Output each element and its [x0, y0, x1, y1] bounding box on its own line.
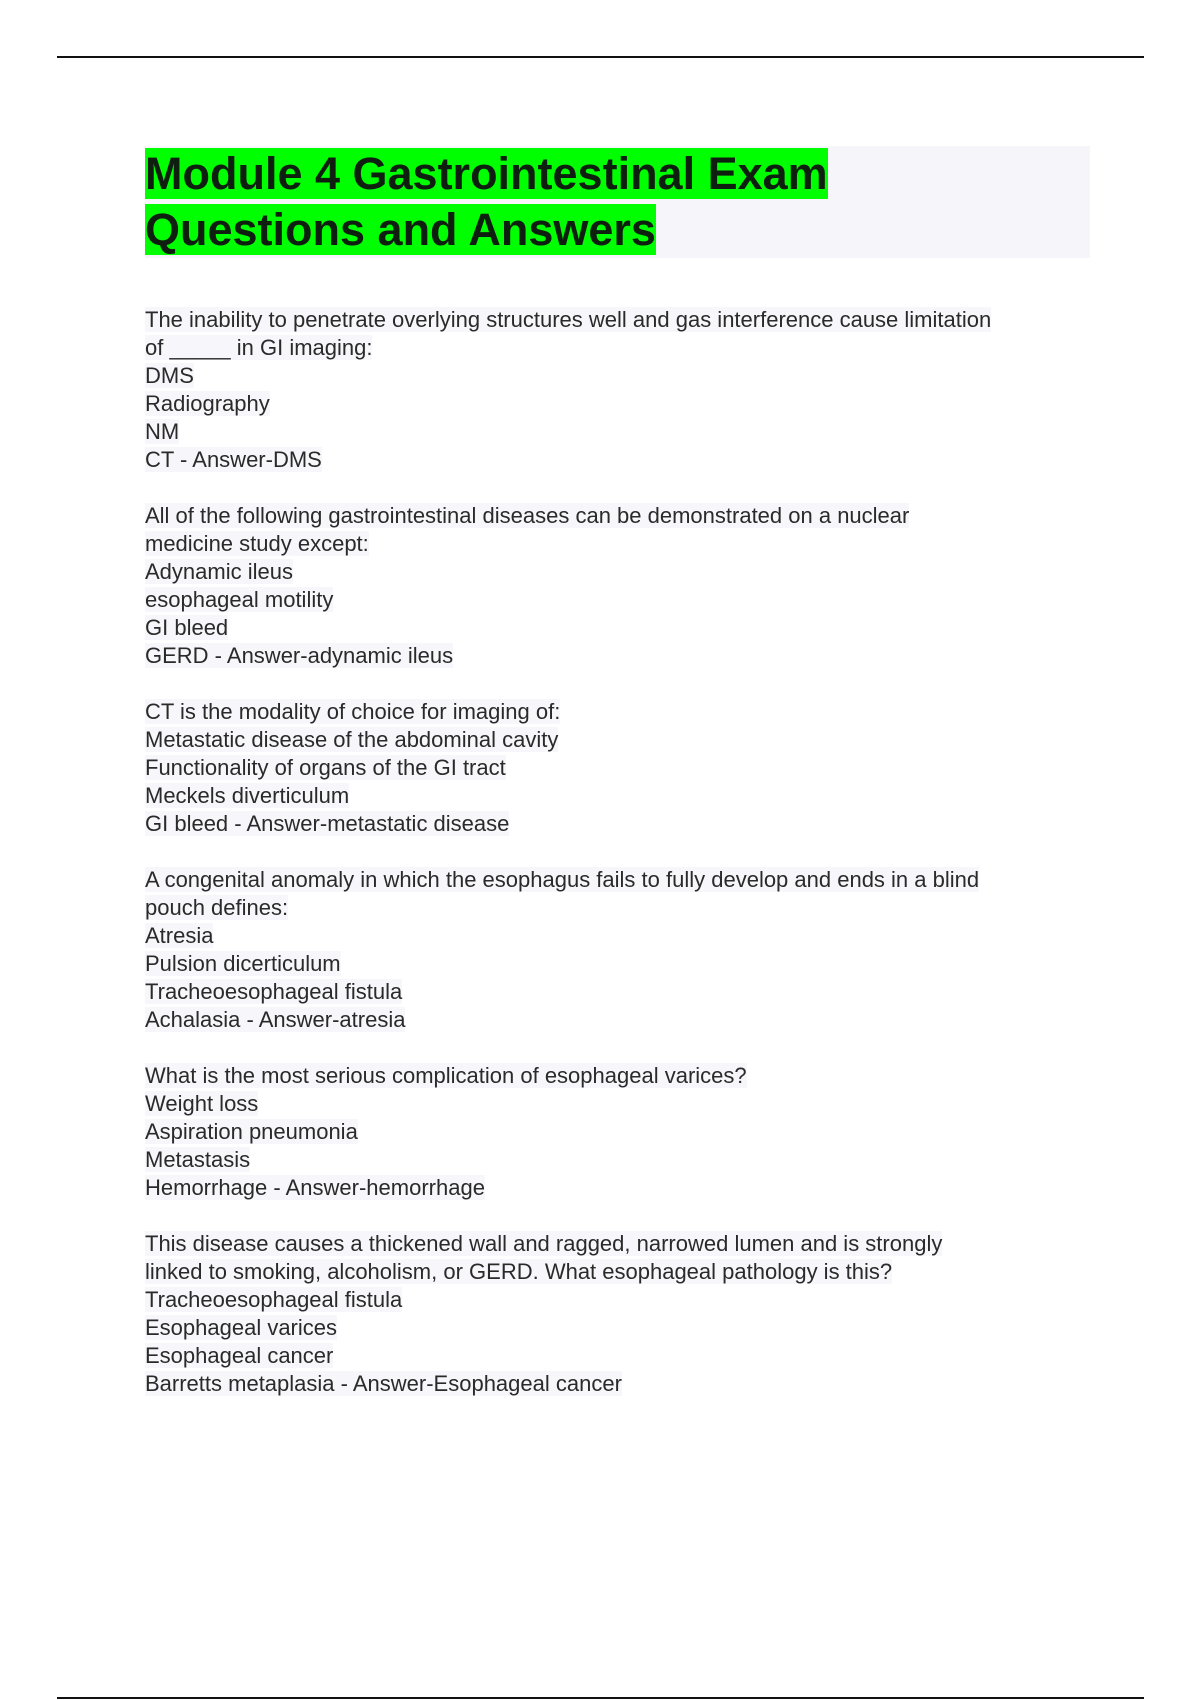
line-text: Esophageal cancer	[145, 1343, 334, 1368]
title-block	[145, 146, 1090, 258]
question-line	[145, 1118, 1090, 1146]
question-line	[145, 306, 1090, 334]
title-line-2: Questions and Answers	[145, 204, 656, 255]
line-text: The inability to penetrate overlying structures well and gas interference cause limitation	[145, 307, 992, 332]
question-line	[145, 614, 1090, 642]
line-text: Tracheoesophageal fistula	[145, 979, 403, 1004]
line-text: What is the most serious complication of esophageal varices?	[145, 1063, 747, 1088]
line-text: DMS	[145, 363, 194, 388]
question-line	[145, 978, 1090, 1006]
question-line	[145, 390, 1090, 418]
question-line	[145, 754, 1090, 782]
question-line	[145, 1258, 1090, 1286]
question-line	[145, 334, 1090, 362]
line-text: NM	[145, 419, 180, 444]
line-text: Aspiration pneumonia	[145, 1119, 358, 1144]
question-line	[145, 782, 1090, 810]
line-text: Esophageal varices	[145, 1315, 338, 1340]
line-text: Achalasia - Answer-atresia	[145, 1007, 406, 1032]
line-text: Tracheoesophageal fistula	[145, 1287, 403, 1312]
line-text: linked to smoking, alcoholism, or GERD. What esophageal pathology is this?	[145, 1259, 893, 1284]
question-line	[145, 1286, 1090, 1314]
answer-line	[145, 810, 1090, 838]
question-line	[145, 362, 1090, 390]
question-line	[145, 1342, 1090, 1370]
bottom-rule	[57, 1697, 1144, 1699]
line-text: Hemorrhage - Answer-hemorrhage	[145, 1175, 485, 1200]
line-text: of _____ in GI imaging:	[145, 335, 373, 360]
line-text: Radiography	[145, 391, 270, 416]
question-line	[145, 502, 1090, 530]
top-rule	[57, 56, 1144, 58]
answer-line	[145, 642, 1090, 670]
question-block	[145, 866, 1090, 1034]
line-text: pouch defines:	[145, 895, 289, 920]
question-line	[145, 1230, 1090, 1258]
question-line	[145, 922, 1090, 950]
line-text: Pulsion dicerticulum	[145, 951, 341, 976]
line-text: GERD - Answer-adynamic ileus	[145, 643, 454, 668]
question-block	[145, 502, 1090, 670]
question-line	[145, 1090, 1090, 1118]
question-line	[145, 726, 1090, 754]
question-line	[145, 530, 1090, 558]
document-title	[145, 146, 1090, 258]
question-line	[145, 586, 1090, 614]
line-text: Barretts metaplasia - Answer-Esophageal cancer	[145, 1371, 622, 1396]
line-text: A congenital anomaly in which the esophagus fails to fully develop and ends in a blind	[145, 867, 980, 892]
question-block	[145, 1062, 1090, 1202]
line-text: Atresia	[145, 923, 214, 948]
question-line	[145, 1314, 1090, 1342]
line-text: CT is the modality of choice for imaging of:	[145, 699, 561, 724]
line-text: All of the following gastrointestinal diseases can be demonstrated on a nuclear	[145, 503, 910, 528]
answer-line	[145, 1370, 1090, 1398]
line-text: Metastasis	[145, 1147, 251, 1172]
line-text: GI bleed - Answer-metastatic disease	[145, 811, 510, 836]
line-text: medicine study except:	[145, 531, 369, 556]
question-block	[145, 306, 1090, 474]
question-line	[145, 894, 1090, 922]
line-text: Metastatic disease of the abdominal cavity	[145, 727, 559, 752]
question-line	[145, 558, 1090, 586]
question-list	[145, 306, 1090, 1398]
question-line	[145, 950, 1090, 978]
line-text: Adynamic ileus	[145, 559, 293, 584]
answer-line	[145, 1174, 1090, 1202]
line-text: GI bleed	[145, 615, 229, 640]
line-text: Meckels diverticulum	[145, 783, 350, 808]
document-body	[145, 146, 1090, 1426]
question-line	[145, 1062, 1090, 1090]
question-block	[145, 698, 1090, 838]
answer-line	[145, 1006, 1090, 1034]
answer-line	[145, 446, 1090, 474]
line-text: CT - Answer-DMS	[145, 447, 322, 472]
question-line	[145, 418, 1090, 446]
line-text: esophageal motility	[145, 587, 334, 612]
question-block	[145, 1230, 1090, 1398]
question-line	[145, 698, 1090, 726]
line-text: This disease causes a thickened wall and ragged, narrowed lumen and is strongly	[145, 1231, 943, 1256]
question-line	[145, 866, 1090, 894]
line-text: Weight loss	[145, 1091, 259, 1116]
question-line	[145, 1146, 1090, 1174]
line-text: Functionality of organs of the GI tract	[145, 755, 506, 780]
title-line-1: Module 4 Gastrointestinal Exam	[145, 148, 828, 199]
